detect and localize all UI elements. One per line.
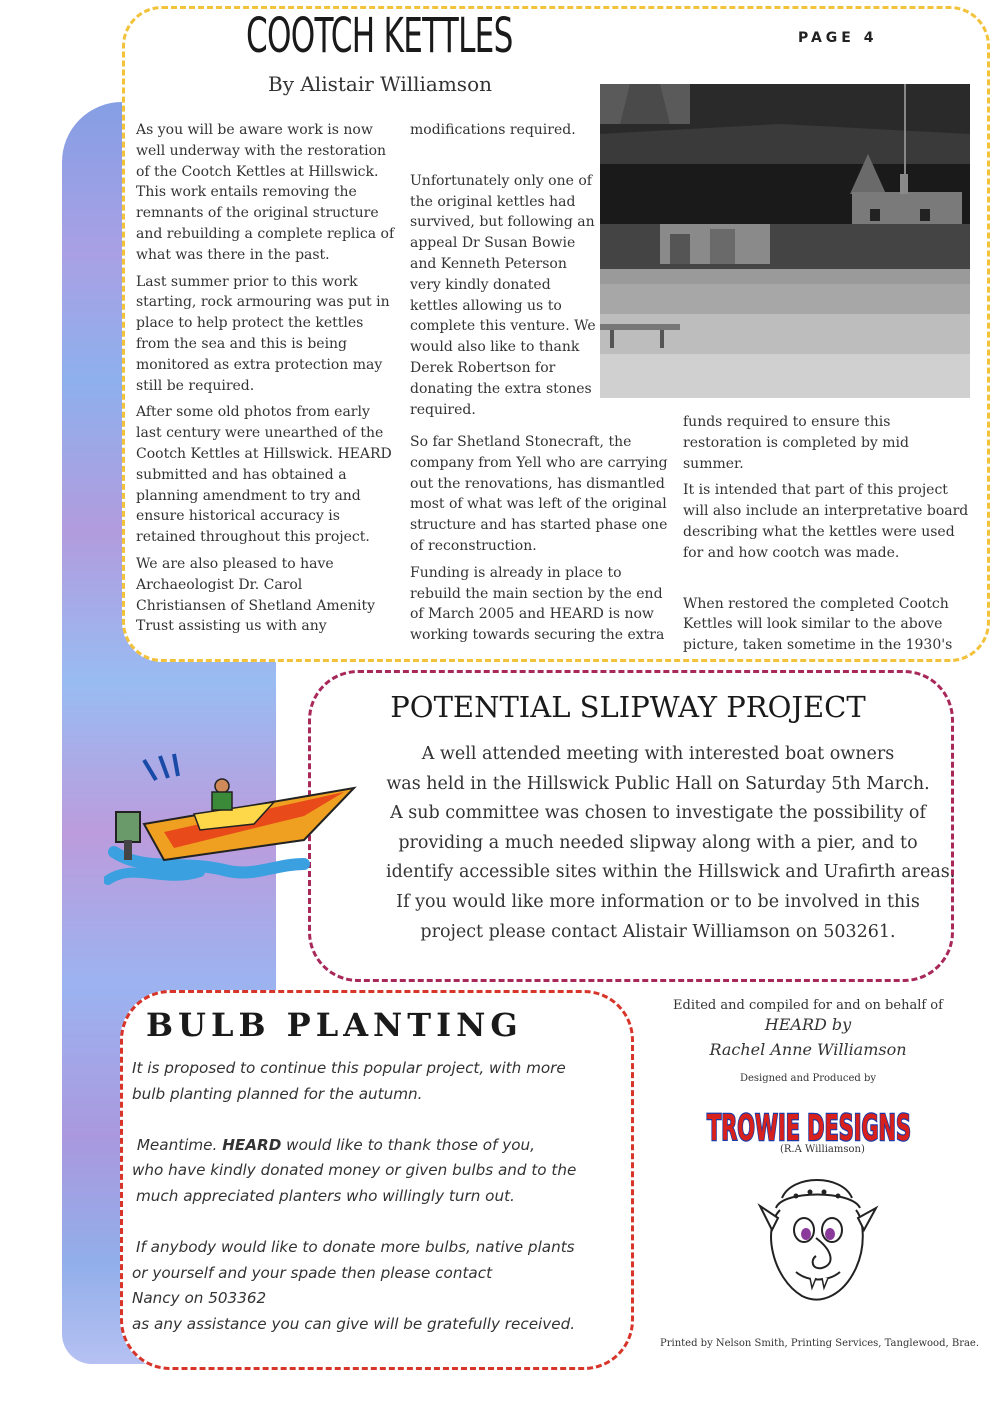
heard-emphasis: HEARD	[222, 1135, 282, 1154]
trowie-face-illustration	[752, 1168, 882, 1314]
edited-line: HEARD by	[764, 1015, 852, 1034]
bulb-line: It is proposed to continue this popular project, with more	[132, 1059, 566, 1077]
printed-by: Printed by Nelson Smith, Printing Services, Tanglewood, Brae.	[660, 1338, 980, 1349]
paragraph: When restored the completed Cootch Kettles will look similar to the above picture, taken sometime in the 1930's	[683, 595, 953, 654]
article-column-1	[136, 120, 396, 643]
bulb-title: BULB PLANTING	[146, 1006, 523, 1044]
paragraph: So far Shetland Stonecraft, the company from Yell who are carrying out the renovations, has dismantled most of what was left of the original structure and has started phase one of reconstruction.	[410, 434, 668, 554]
slipway-line: identify accessible sites within the Hillswick and Urafirth areas.	[386, 862, 956, 883]
paragraph: It is intended that part of this project will also include an interpretative board describing what the kettles were used for and how cootch was made.	[683, 482, 969, 561]
credits-block	[660, 998, 956, 1084]
photo-illustration	[600, 84, 970, 398]
speedboat-clipart	[104, 752, 366, 908]
edited-line: Edited and compiled for and on behalf of	[673, 998, 943, 1013]
paragraph: Unfortunately only one of the original kettles had survived, but following an appeal Dr Susan Bowie and Kenneth Peterson very kindly donated kettles allowing us to complete this venture. We would also like to thank Derek Robertson for donating the extra stones required.	[410, 172, 596, 418]
paragraph: After some old photos from early last century were unearthed of the Cootch Kettles at Hillswick. HEARD submitted and has obtained a planning amendment to try and ensure historical accuracy is retained throughout this project.	[136, 404, 392, 546]
slipway-line: A well attended meeting with interested boat owners	[421, 744, 895, 764]
paragraph: As you will be aware work is now well underway with the restoration of the Cootch Kettles at Hillswick. This work entails removing the remnants of the original structure and rebuilding a complete replica of what was there in the past.	[136, 122, 395, 263]
bulb-line: much appreciated planters who willingly turn out.	[136, 1186, 515, 1205]
paragraph: modifications required.	[410, 122, 576, 138]
bulb-line: Nancy on 503362	[132, 1289, 267, 1308]
slipway-body	[386, 740, 956, 947]
article-column-2-bottom	[410, 432, 670, 652]
slipway-line: project please contact Alistair Williamson on 503261.	[420, 921, 896, 942]
article-title: COOTCH KETTLES	[246, 8, 513, 64]
slipway-line: If you would like more information or to be involved in this	[396, 891, 920, 912]
slipway-line: providing a much needed slipway along with a pier, and to	[398, 832, 918, 853]
bulb-line: bulb planting planned for the autumn.	[132, 1084, 423, 1103]
paragraph: Last summer prior to this work starting, rock armouring was put in place to help protect the kettles from the sea and this is being monitored as extra protection may still be required.	[136, 273, 390, 394]
paragraph: funds required to ensure this restoration is completed by mid summer.	[683, 414, 909, 472]
logo-text: TROWIE DESIGNS	[707, 1108, 911, 1149]
article-column-2-top	[410, 120, 596, 426]
slipway-title: POTENTIAL SLIPWAY PROJECT	[390, 690, 866, 724]
bulb-line: as any assistance you can give will be gratefully received.	[132, 1314, 576, 1333]
bulb-line: or yourself and your spade then please contact	[132, 1263, 493, 1282]
bulb-body	[132, 1056, 622, 1338]
bulb-line-part: would like to thank those of you,	[281, 1135, 535, 1154]
bulb-line: who have kindly donated money or given bulbs and to the	[132, 1161, 577, 1180]
bulb-line	[132, 1133, 622, 1159]
page-number: PAGE 4	[798, 30, 878, 46]
logo-subtitle: (R.A Williamson)	[780, 1144, 865, 1155]
article-byline: By Alistair Williamson	[268, 72, 492, 96]
historic-photo	[600, 84, 970, 398]
slipway-line: A sub committee was chosen to investigate the possibility of	[390, 803, 926, 824]
slipway-line: was held in the Hillswick Public Hall on Saturday 5th March.	[386, 773, 930, 794]
paragraph: We are also pleased to have Archaeologist Dr. Carol Christiansen of Shetland Amenity Trust assisting us with any	[136, 555, 376, 635]
bulb-line-part: Meantime.	[136, 1135, 223, 1154]
article-column-3	[683, 412, 973, 662]
paragraph: Funding is already in place to rebuild the main section by the end of March 2005 and HEARD is now working towards securing the extra	[410, 564, 665, 644]
editor-name: Rachel Anne Williamson	[709, 1040, 907, 1059]
designed-by: Designed and Produced by	[739, 1073, 877, 1084]
bulb-line: If anybody would like to donate more bulbs, native plants	[136, 1238, 575, 1257]
